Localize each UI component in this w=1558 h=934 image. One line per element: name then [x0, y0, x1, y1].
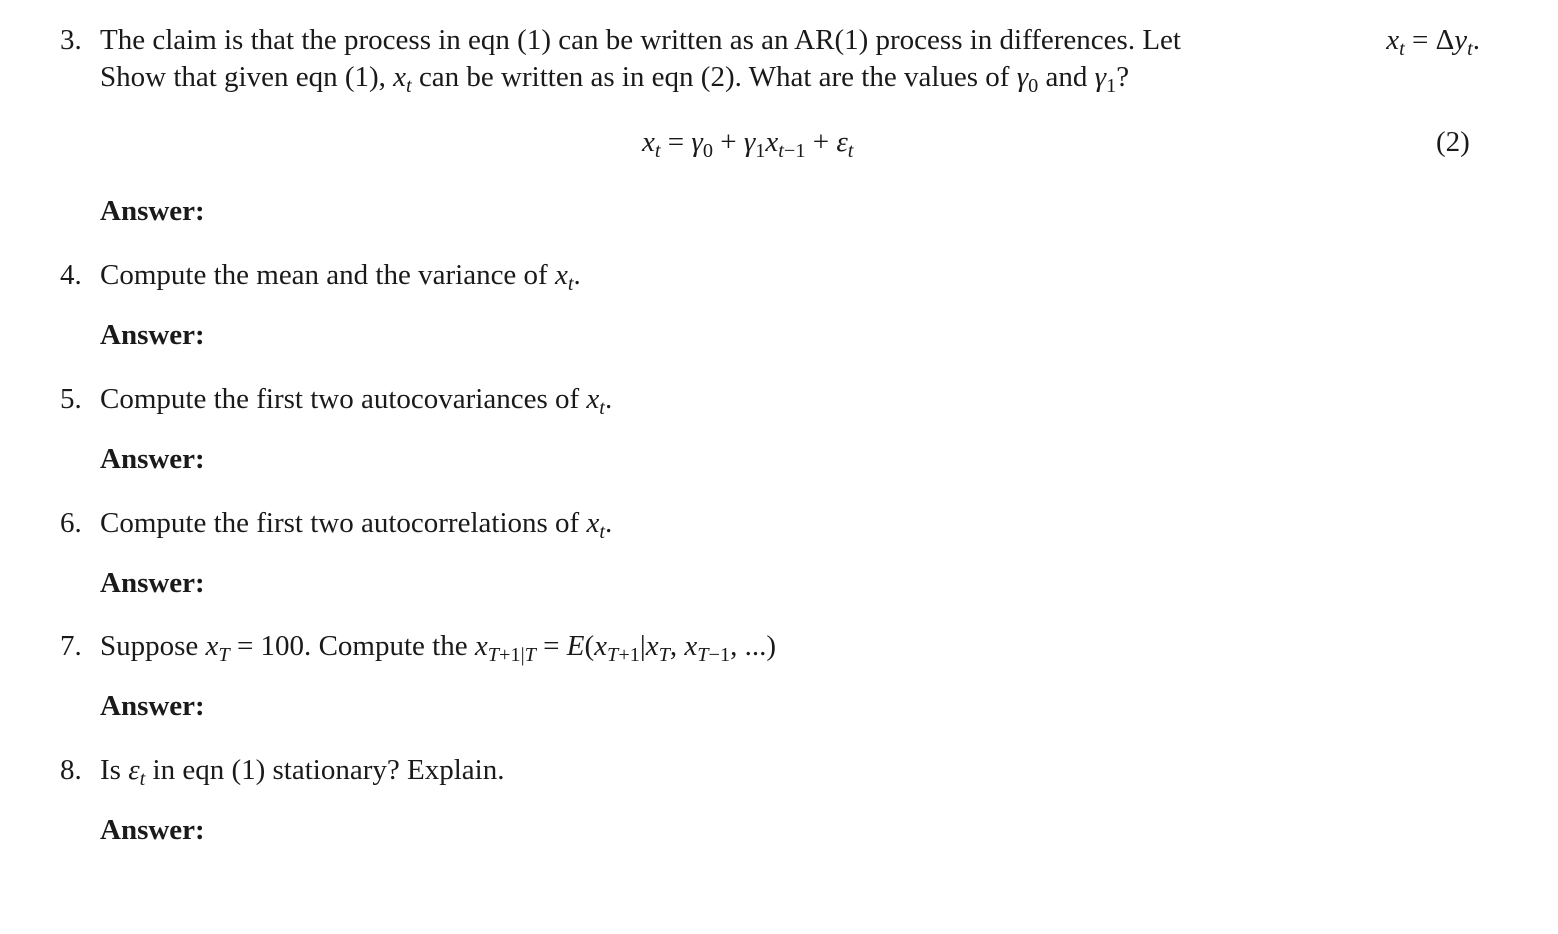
question-number: 6. — [60, 507, 82, 539]
question-text: Compute the first two autocovariances of $x_t$. — [100, 383, 613, 420]
question-number: 4. — [60, 259, 82, 291]
answer-label: Answer: — [100, 814, 205, 846]
question-number: 3. — [60, 24, 82, 56]
equation-2: $x_t = \gamma_0 + \gamma_1x_{t-1} + \varepsilon_t$ — [642, 126, 854, 163]
answer-label: Answer: — [100, 319, 205, 351]
question-line-1: The claim is that the process in eqn (1) can be written as an AR(1) process in differences. Let $x_t = \Delta y_t$. — [100, 24, 1480, 61]
answer-label: Answer: — [100, 195, 205, 227]
answer-label: Answer: — [100, 690, 205, 722]
equation-number: (2) — [1436, 126, 1470, 158]
question-number: 8. — [60, 754, 82, 786]
question-text: Compute the mean and the variance of $x_t$. — [100, 259, 581, 296]
question-text — [100, 22, 1480, 96]
question-text: Compute the first two autocorrelations of $x_t$. — [100, 507, 613, 544]
question-text: Suppose $x_T = 100$. Compute the $x_{T+1|T} = E(x_{T+1}|x_T$, $x_{T-1}$, ...) — [100, 630, 777, 667]
answer-label: Answer: — [100, 443, 205, 475]
question-number: 7. — [60, 630, 82, 662]
question-line-2: Show that given eqn (1), $x_t$ can be written as in eqn (2). What are the values of $\gamma_0$ and $\gamma_1$? — [100, 61, 1130, 98]
answer-label: Answer: — [100, 567, 205, 599]
math-inline: $x_t = \Delta y_t$. — [1386, 24, 1480, 61]
question-text: Is $\varepsilon_t$ in eqn (1) stationary? Explain. — [100, 754, 505, 791]
question-number: 5. — [60, 383, 82, 415]
